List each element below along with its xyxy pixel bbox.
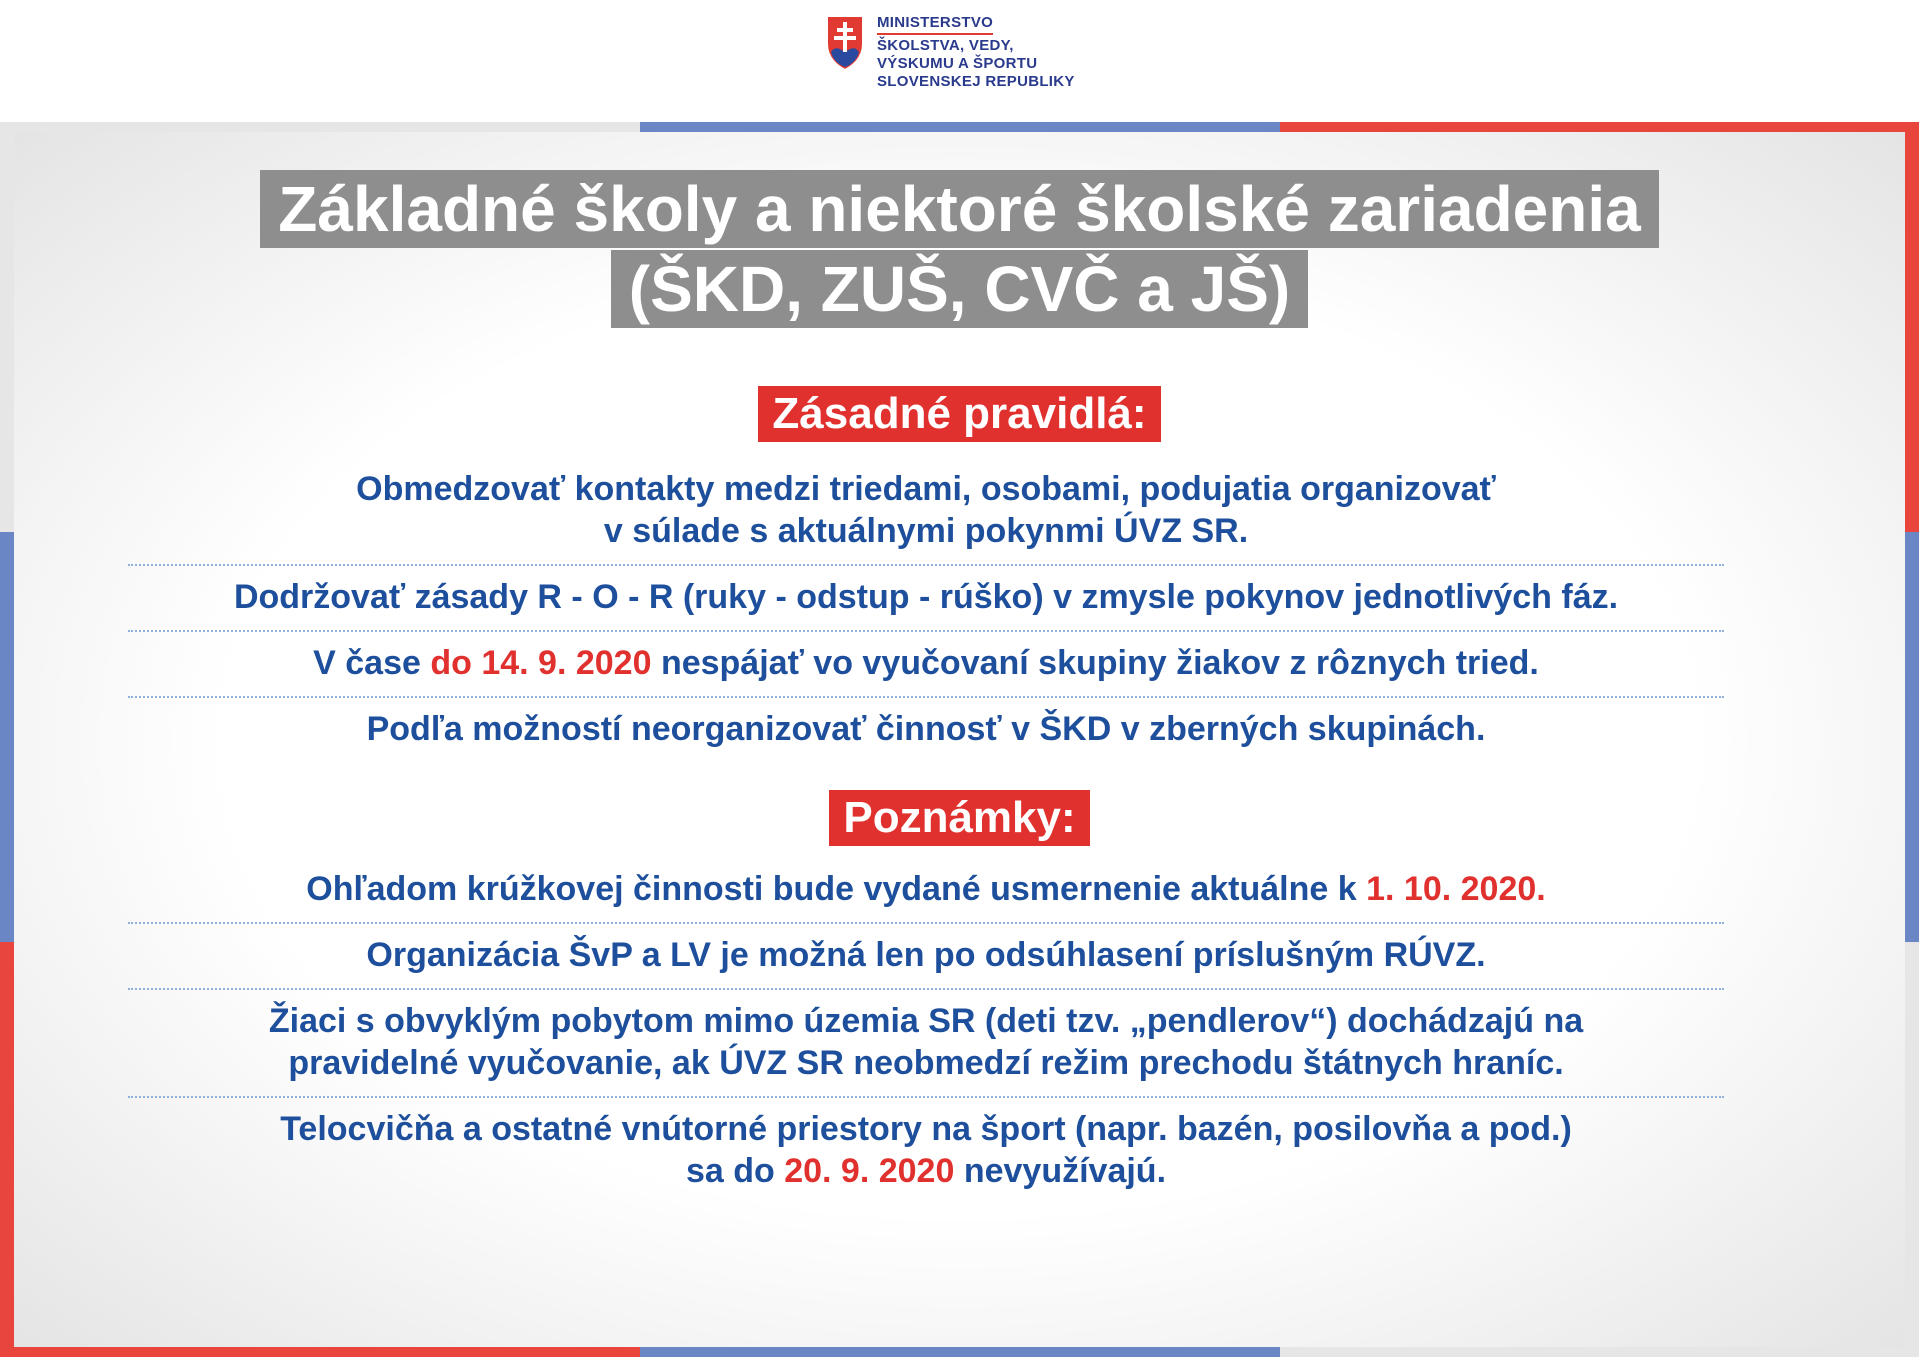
frame-right-blue [1905,532,1919,942]
note-3-line-2: pravidelné vyučovanie, ak ÚVZ SR neobmedzí režim prechodu štátnych hraníc. [288,1044,1564,1082]
title-line-2: (ŠKD, ZUŠ, CVČ a JŠ) [611,250,1308,328]
note-4-pre: sa do [685,1152,785,1190]
logo-text [877,14,1075,91]
note-4-date: 20. 9. 2020 [784,1152,955,1190]
rule-4-text: Podľa možností neorganizovať činnosť v ŠKD v zberných skupinách. [366,710,1486,748]
rule-3-date: do 14. 9. 2020 [430,644,652,682]
ministry-logo [825,14,1075,91]
note-1-date: 1. 10. 2020. [1366,870,1546,908]
note-4-post: nevyužívajú. [954,1152,1167,1190]
note-2-text: Organizácia ŠvP a LV je možná len po odsúhlasení príslušným RÚVZ. [366,936,1486,974]
logo-line-1: MINISTERSTVO [877,14,993,35]
note-4-line-1: Telocvičňa a ostatné vnútorné priestory na šport (napr. bazén, posilovňa a pod.) [280,1110,1572,1148]
rules-heading [0,386,1919,442]
note-item [128,858,1724,924]
logo-line-3: VÝSKUMU A ŠPORTU [877,55,1038,72]
rule-item [128,458,1724,566]
page-title [0,170,1919,328]
notes-heading [0,790,1919,846]
slovak-coat-of-arms-icon [825,14,865,72]
note-item [128,924,1724,990]
rule-item [128,698,1724,762]
notes-heading-label: Poznámky: [829,790,1089,846]
logo-line-2: ŠKOLSTVA, VEDY, [877,37,1014,54]
frame-top-red [1280,122,1919,132]
rule-item [128,632,1724,698]
rule-3-post: nespájať vo vyučovaní skupiny žiakov z rôznych tried. [651,644,1539,682]
frame-bottom-gray [1280,1347,1905,1357]
frame-right-gray [1905,942,1919,1357]
logo-line-4: SLOVENSKEJ REPUBLIKY [877,73,1075,90]
frame-top-blue [640,122,1280,132]
frame-left-red [0,942,14,1357]
rules-list [128,458,1724,762]
note-item [128,1098,1724,1204]
notes-list [128,858,1724,1204]
frame-bottom-red [0,1347,640,1357]
title-line-1: Základné školy a niektoré školské zariadenia [260,170,1658,248]
rule-item [128,566,1724,632]
rules-heading-label: Zásadné pravidlá: [758,386,1160,442]
rule-1-line-2: v súlade s aktuálnymi pokynmi ÚVZ SR. [603,512,1249,550]
note-item [128,990,1724,1098]
frame-left-blue [0,532,14,942]
note-1-pre: Ohľadom krúžkovej činnosti bude vydané usmernenie aktuálne k [306,870,1367,908]
note-4-line-2 [128,1150,1724,1192]
frame-bottom-blue [640,1347,1280,1357]
rule-3-pre: V čase [313,644,431,682]
rule-2-text: Dodržovať zásady R - O - R (ruky - odstup - rúško) v zmysle pokynov jednotlivých fáz. [233,578,1619,616]
frame-top-gray [0,122,640,132]
rule-1-line-1: Obmedzovať kontakty medzi triedami, osobami, podujatia organizovať [356,470,1496,508]
note-3-line-1: Žiaci s obvyklým pobytom mimo územia SR (deti tzv. „pendlerov“) dochádzajú na [268,1002,1584,1040]
